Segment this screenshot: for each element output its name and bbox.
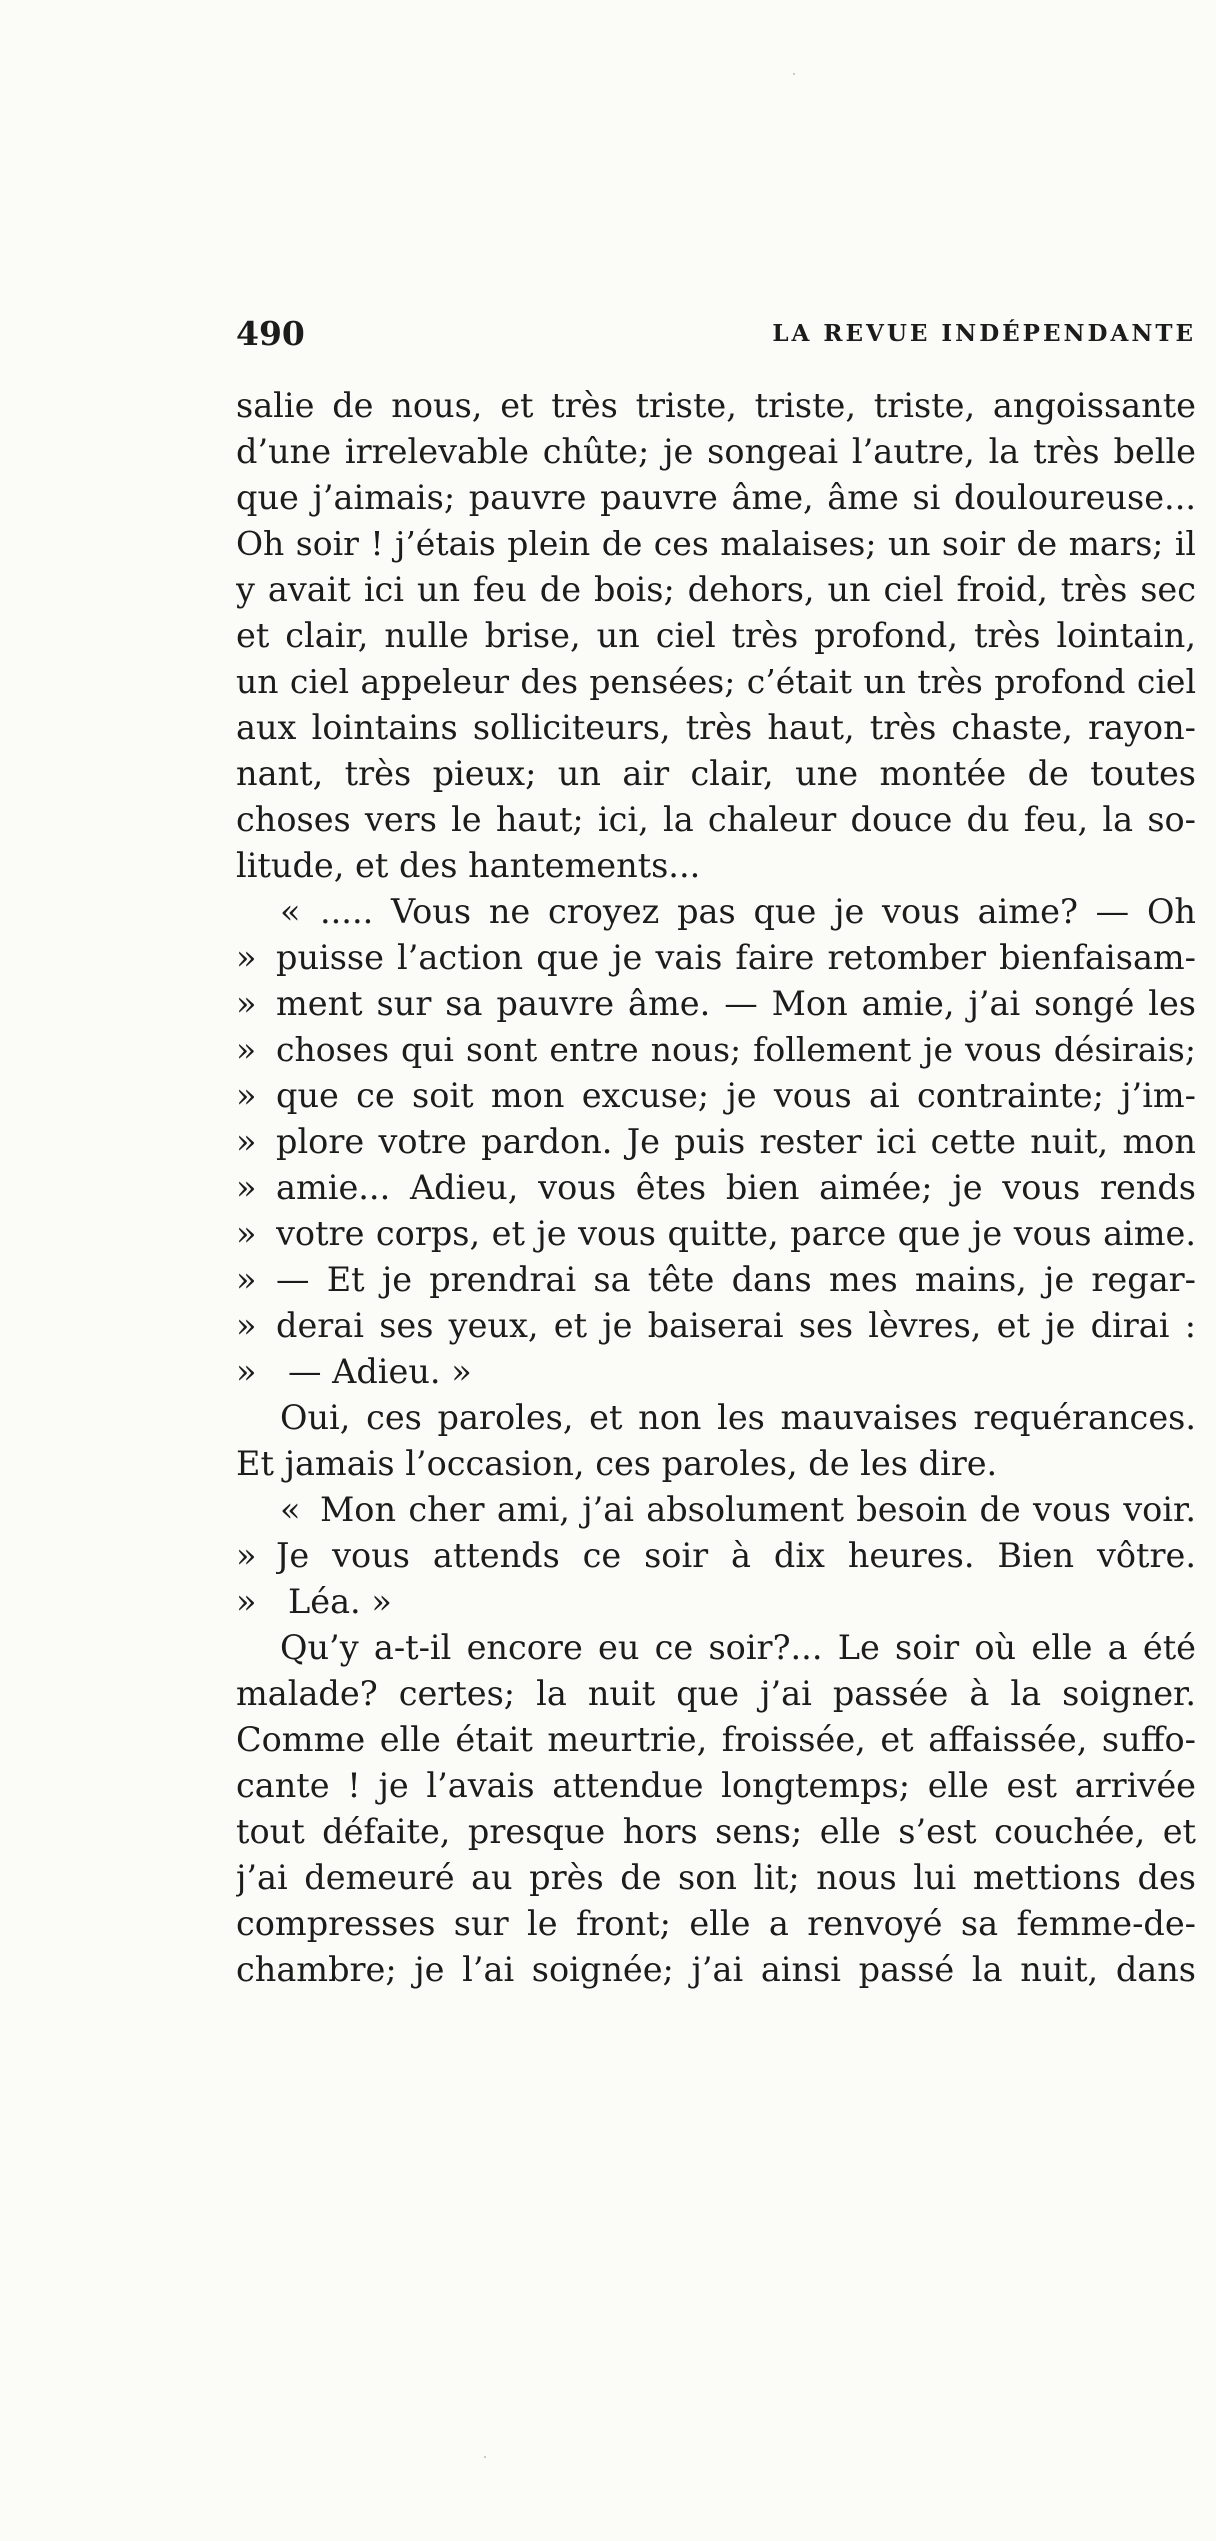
text-line <box>236 1717 1196 1763</box>
text-line <box>236 1579 1196 1625</box>
text-line <box>236 383 1196 429</box>
line-text: plore votre pardon. Je puis rester ici cette nuit, mon <box>276 1122 1196 1161</box>
text-line <box>236 1257 1196 1303</box>
running-title: LA REVUE INDÉPENDANTE <box>772 320 1196 347</box>
quote-mark: » <box>236 1030 257 1069</box>
paper-speck <box>484 2456 486 2458</box>
line-text: Et jamais l’occasion, ces paroles, de les dire. <box>236 1444 998 1483</box>
line-text: derai ses yeux, et je baiserai ses lèvres, et je dirai : <box>276 1306 1196 1345</box>
quote-mark: « <box>280 1490 301 1529</box>
text-line <box>236 475 1196 521</box>
line-text: chambre; je l’ai soignée; j’ai ainsi passé la nuit, dans <box>236 1950 1196 1989</box>
text-line <box>236 1671 1196 1717</box>
quote-mark: » <box>236 1536 257 1575</box>
line-text: ment sur sa pauvre âme. — Mon amie, j’ai songé les <box>276 984 1196 1023</box>
line-text: et clair, nulle brise, un ciel très profond, très lointain, <box>236 616 1196 655</box>
line-text: tout défaite, presque hors sens; elle s’est couchée, et <box>236 1812 1196 1851</box>
text-line <box>236 1533 1196 1579</box>
line-text: y avait ici un feu de bois; dehors, un ciel froid, très sec <box>236 570 1196 609</box>
line-text: Qu’y a-t-il encore eu ce soir?... Le soir où elle a été <box>280 1628 1196 1667</box>
line-text: Comme elle était meurtrie, froissée, et affaissée, suffo- <box>236 1720 1196 1759</box>
quote-mark: » <box>236 1352 257 1391</box>
text-line <box>236 1763 1196 1809</box>
page-number: 490 <box>236 314 305 353</box>
quote-mark: » <box>236 1076 257 1115</box>
line-text: un ciel appeleur des pensées; c’était un très profond ciel <box>236 662 1196 701</box>
text-line <box>236 889 1196 935</box>
line-text: Mon cher ami, j’ai absolument besoin de vous voir. <box>320 1490 1196 1529</box>
text-line <box>236 1211 1196 1257</box>
text-line <box>236 429 1196 475</box>
text-line <box>236 1625 1196 1671</box>
quote-mark: » <box>236 938 257 977</box>
text-line <box>236 797 1196 843</box>
text-line <box>236 659 1196 705</box>
text-line <box>236 1303 1196 1349</box>
page-header <box>236 310 1196 358</box>
line-text: cante ! je l’avais attendue longtemps; elle est arrivée <box>236 1766 1196 1805</box>
text-line <box>236 935 1196 981</box>
text-line <box>236 843 1196 889</box>
quote-mark: » <box>236 1122 257 1161</box>
text-line <box>236 751 1196 797</box>
text-line <box>236 1855 1196 1901</box>
line-text: Léa. » <box>288 1582 392 1621</box>
text-line <box>236 1487 1196 1533</box>
quote-mark: » <box>236 1214 257 1253</box>
line-text: puisse l’action que je vais faire retomber bienfaisam- <box>276 938 1196 977</box>
text-line <box>236 1809 1196 1855</box>
line-text: choses vers le haut; ici, la chaleur douce du feu, la so- <box>236 800 1196 839</box>
line-text: aux lointains solliciteurs, très haut, très chaste, rayon- <box>236 708 1196 747</box>
text-line <box>236 1441 1196 1487</box>
text-line <box>236 521 1196 567</box>
text-line <box>236 1901 1196 1947</box>
line-text: que j’aimais; pauvre pauvre âme, âme si douloureuse... <box>236 478 1196 517</box>
line-text: — Et je prendrai sa tête dans mes mains, je regar- <box>276 1260 1196 1299</box>
paper-speck <box>793 73 795 75</box>
line-text: d’une irrelevable chûte; je songeai l’autre, la très belle <box>236 432 1196 471</box>
quote-mark: » <box>236 984 257 1023</box>
text-line <box>236 1349 1196 1395</box>
line-text: — Adieu. » <box>288 1352 472 1391</box>
quote-mark: » <box>236 1260 257 1299</box>
text-line <box>236 705 1196 751</box>
quote-mark: « <box>280 892 301 931</box>
text-line <box>236 1947 1196 1993</box>
line-text: votre corps, et je vous quitte, parce que je vous aime. <box>276 1214 1196 1253</box>
line-text: salie de nous, et très triste, triste, triste, angoissante <box>236 386 1196 425</box>
line-text: que ce soit mon excuse; je vous ai contrainte; j’im- <box>276 1076 1196 1115</box>
line-text: malade? certes; la nuit que j’ai passée à la soigner. <box>236 1674 1196 1713</box>
line-text: Je vous attends ce soir à dix heures. Bien vôtre. <box>276 1536 1196 1575</box>
text-line <box>236 613 1196 659</box>
quote-mark: » <box>236 1582 257 1621</box>
text-line <box>236 567 1196 613</box>
line-text: j’ai demeuré au près de son lit; nous lui mettions des <box>236 1858 1196 1897</box>
line-text: choses qui sont entre nous; follement je vous désirais; <box>276 1030 1196 1069</box>
line-text: ..... Vous ne croyez pas que je vous aime? — Oh <box>320 892 1196 931</box>
text-line <box>236 1119 1196 1165</box>
quote-mark: » <box>236 1168 257 1207</box>
text-line <box>236 1073 1196 1119</box>
line-text: amie... Adieu, vous êtes bien aimée; je vous rends <box>276 1168 1196 1207</box>
line-text: Oui, ces paroles, et non les mauvaises requérances. <box>280 1398 1196 1437</box>
text-line <box>236 1165 1196 1211</box>
line-text: litude, et des hantements... <box>236 846 701 885</box>
line-text: Oh soir ! j’étais plein de ces malaises; un soir de mars; il <box>236 524 1196 563</box>
quote-mark: » <box>236 1306 257 1345</box>
line-text: nant, très pieux; un air clair, une montée de toutes <box>236 754 1196 793</box>
body-text <box>236 383 1196 1993</box>
line-text: compresses sur le front; elle a renvoyé sa femme-de- <box>236 1904 1196 1943</box>
text-line <box>236 981 1196 1027</box>
text-line <box>236 1395 1196 1441</box>
text-line <box>236 1027 1196 1073</box>
